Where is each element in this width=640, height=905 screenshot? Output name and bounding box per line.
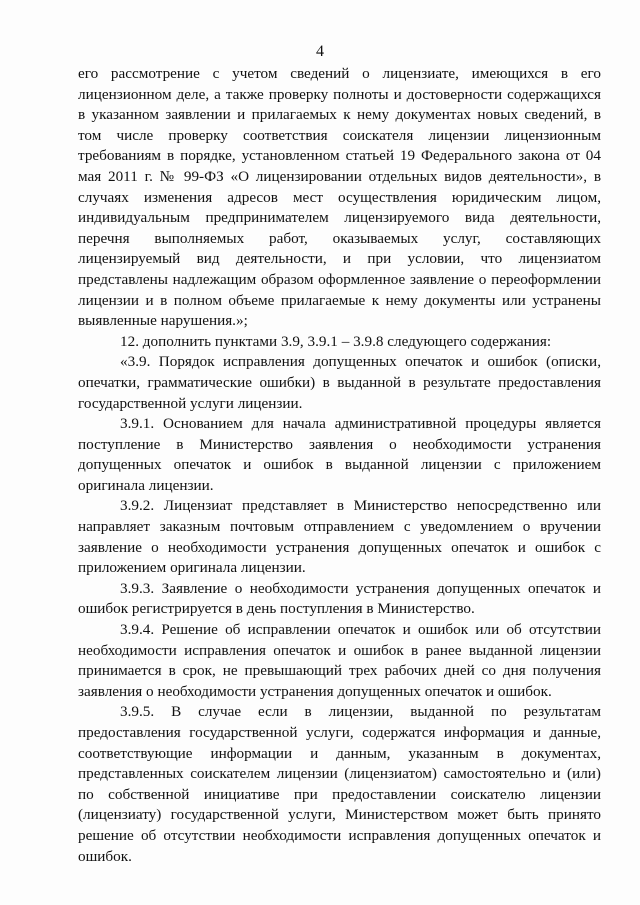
document-body [78,64,601,867]
paragraph-item-3-9-2: 3.9.2. Лицензиат представляет в Министерство непосредственно или направляет заказным почтовым отправлением с уведомлением о вручении заявление о необходимости устранения допущенных опечаток и ошибок с приложением оригинала лицензии. [78,497,601,577]
paragraph-item-3-9-5: 3.9.5. В случае если в лицензии, выданной по результатам предоставления государственной услуги, содержатся информация и данные, соответствующие информации и данным, указанным в документах, представленных соискателем лицензии (лицензиатом) самостоятельно и (или) по собственной инициативе при предоставлении соискателю лицензии (лицензиату) государственной услуги, Министерством может быть принято решение об отсутствии необходимости исправления допущенных опечаток и ошибок. [78,703,601,865]
paragraph-item-3-9-3: 3.9.3. Заявление о необходимости устранения допущенных опечаток и ошибок регистрируется в день поступления в Министерство. [78,579,601,618]
page-number: 4 [316,43,324,60]
paragraph-item-3-9-4: 3.9.4. Решение об исправлении опечаток и ошибок или об отсутствии необходимости исправления опечаток и ошибок в ранее выданной лицензии принимается в срок, не превышающий трех рабочих дней со дня получения заявления о необходимости устранения допущенных опечаток и ошибок. [78,621,601,700]
paragraph-item-12: 12. дополнить пунктами 3.9, 3.9.1 – 3.9.8 следующего содержания: [120,332,552,350]
paragraph-item-3-9-1: 3.9.1. Основанием для начала административной процедуры является поступление в Министерство заявления о необходимости устранения допущенных опечаток и ошибок в выданной лицензии с приложением оригинала лицензии. [78,415,601,494]
paragraph-item-3-9: «3.9. Порядок исправления допущенных опечаток и ошибок (описки, опечатки, грамматические ошибки) в выданной в результате предоставления государственной услуги лицензии. [78,353,601,412]
paragraph-continuation: его рассмотрение с учетом сведений о лицензиате, имеющихся в его лицензионном деле, а также проверку полноты и достоверности содержащихся в указанном заявлении и прилагаемых к нему документах новых сведений, в том числе проверку соответствия соискателя лицензии лицензионным требованиям в порядке, установленном статьей 19 Федерального закона от 04 мая 2011 г. № 99-ФЗ «О лицензировании отдельных видов деятельности», в случаях изменения адресов мест осуществления юридическим лицом, индивидуальным предпринимателем лицензируемого вида деятельности, перечня выполняемых работ, оказываемых услуг, составляющих лицензируемый вид деятельности, и при условии, что лицензиатом представлены надлежащим образом оформленное заявление о переоформлении лицензии и в полном объеме прилагаемые к нему документы или устранены выявленные нарушения.»; [78,65,601,330]
